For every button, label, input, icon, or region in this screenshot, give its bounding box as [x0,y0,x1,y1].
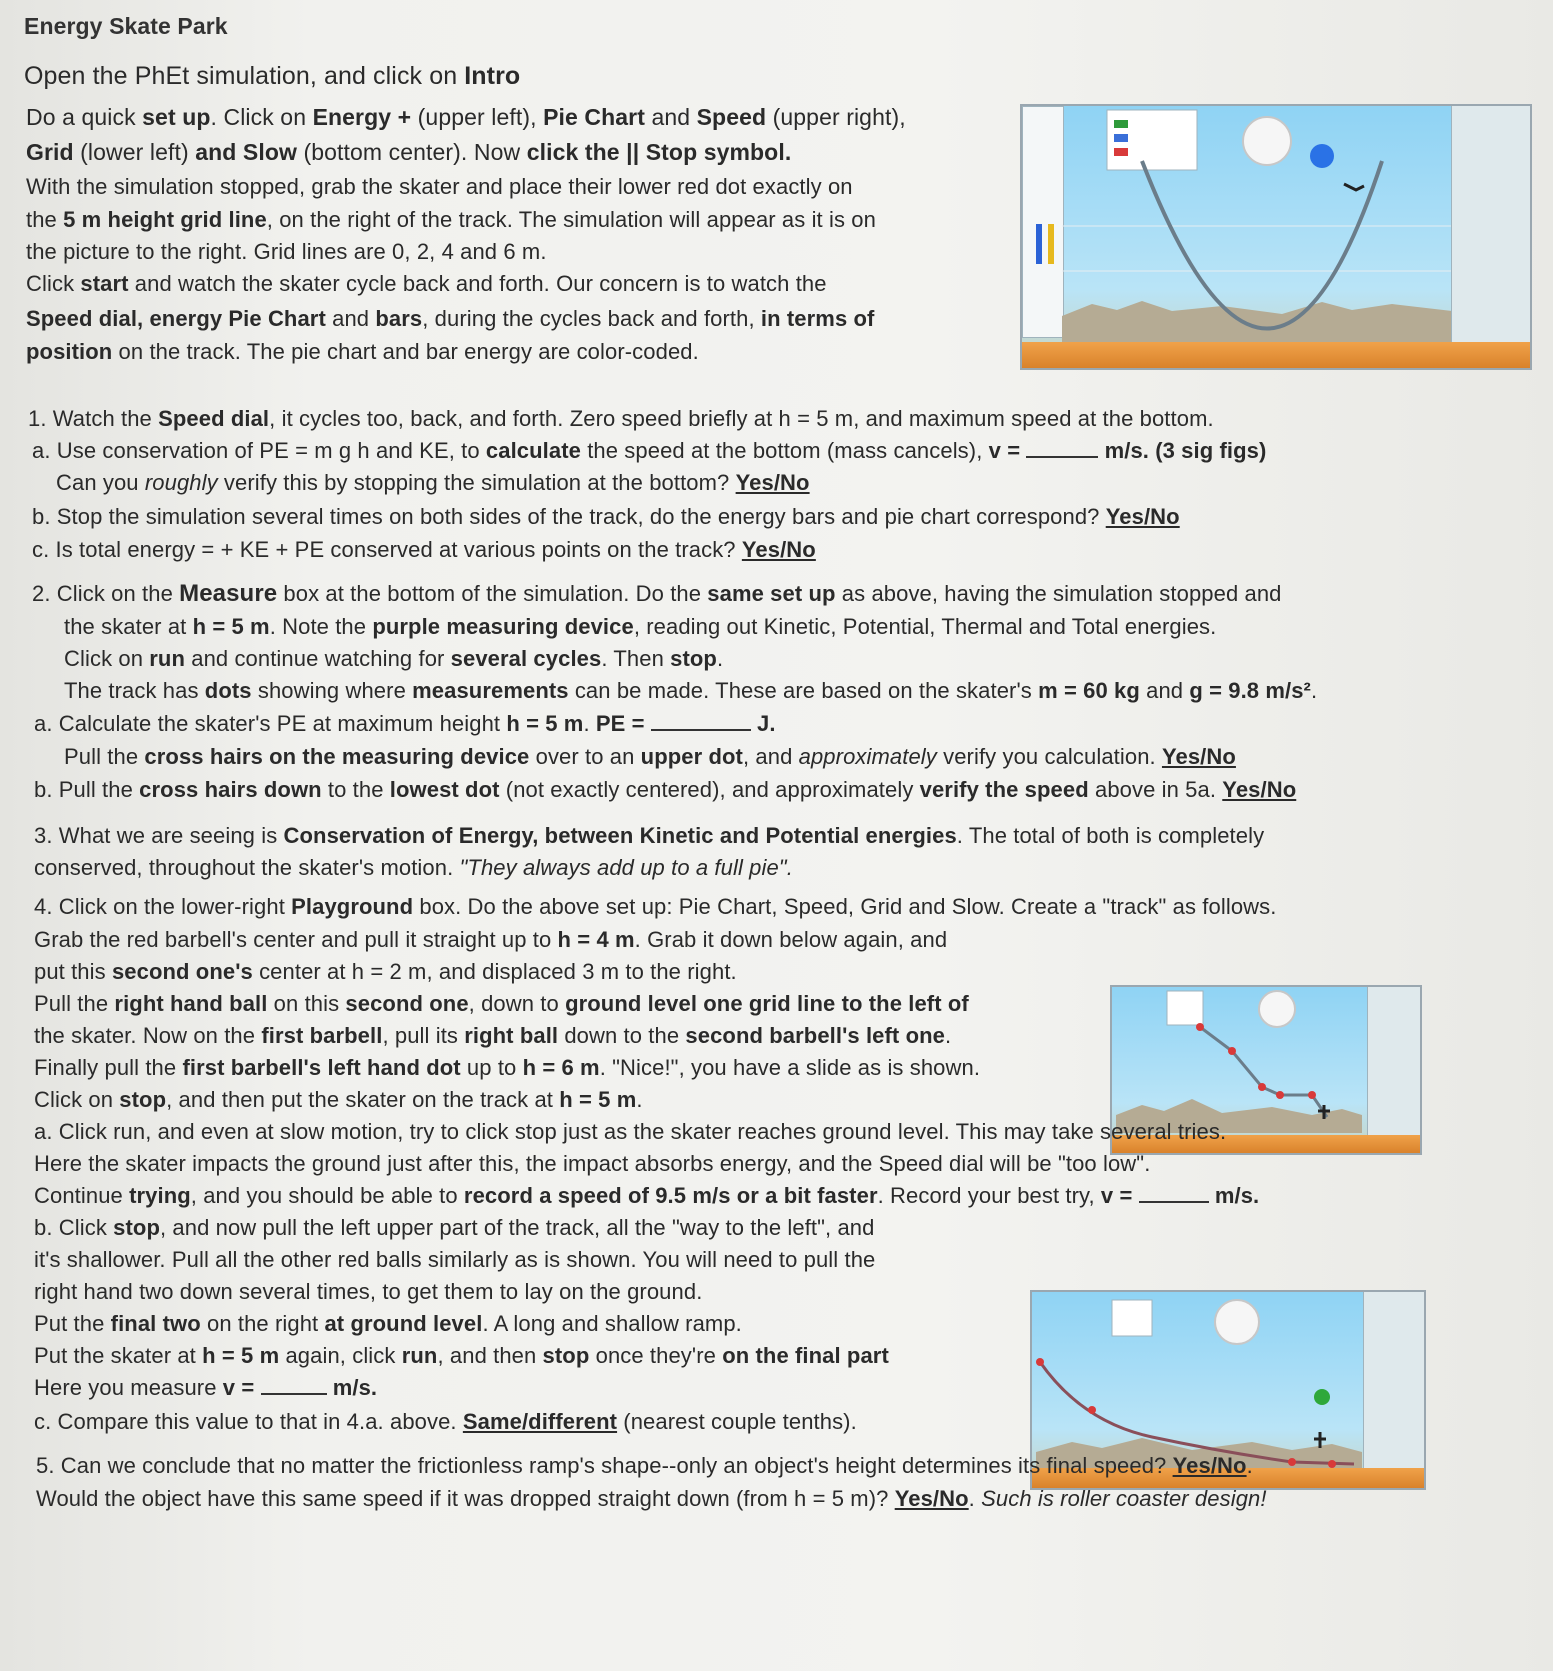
q1c-line: c. Is total energy = + KE + PE conserved at various points on the track? Yes/No [32,537,816,562]
q2a-line-2: Pull the cross hairs on the measuring device over to an upper dot, and approximately verify you calculation. Yes/No [64,744,1236,769]
q1a-line-2: Can you roughly verify this by stopping the simulation at the bottom? Yes/No [56,470,810,495]
yes-no-choice[interactable]: Yes/No [1222,777,1297,802]
q4-line-5: the skater. Now on the first barbell, pull its right ball down to the second barbell's left one. [34,1023,952,1048]
yes-no-choice[interactable]: Yes/No [1105,504,1180,529]
q2b-line: b. Pull the cross hairs down to the lowest dot (not exactly centered), and approximately verify the speed above in 5a. Yes/No [34,777,1297,802]
controls-panel [1363,1292,1424,1468]
q4-line-2: Grab the red barbell's center and pull it straight up to h = 4 m. Grab it down below again, and [34,927,948,952]
q4-line-3: put this second one's center at h = 2 m, and displaced 3 m to the right. [34,959,737,984]
intro-line-8: position on the track. The pie chart and bar energy are color-coded. [26,339,699,364]
intro-line-5: the picture to the right. Grid lines are 0, 2, 4 and 6 m. [26,239,547,264]
intro-sim-screenshot [1020,104,1532,370]
q4b-line-6: Here you measure v = m/s. [34,1375,378,1400]
q4-line-1: 4. Click on the lower-right Playground box. Do the above set up: Pie Chart, Speed, Grid and Slow. Create a "track" as follows. [34,894,1277,919]
answer-blank[interactable] [651,711,751,731]
intro-line-6: Click start and watch the skater cycle back and forth. Our concern is to watch the [26,271,827,296]
q4b-line-5: Put the skater at h = 5 m again, click run, and then stop once they're on the final part [34,1343,889,1368]
yes-no-choice[interactable]: Yes/No [894,1486,969,1511]
q2-line-4: The track has dots showing where measurements can be made. These are based on the skater's m = 60 kg and g = 9.8 m/s². [64,678,1318,703]
q4b-line-4: Put the final two on the right at ground level. A long and shallow ramp. [34,1311,742,1336]
q4b-line-1: b. Click stop, and now pull the left upper part of the track, all the "way to the left", and [34,1215,875,1240]
intro-line-2: Grid (lower left) and Slow (bottom center). Now click the || Stop symbol. [26,139,792,165]
q4-line-4: Pull the right hand ball on this second one, down to ground level one grid line to the left of [34,991,969,1016]
bottom-toolbar [1022,342,1530,368]
intro-line-1: Do a quick set up. Click on Energy + (upper left), Pie Chart and Speed (upper right), [26,104,906,130]
q3-line-2: conserved, throughout the skater's motion. "They always add up to a full pie". [34,855,793,880]
q4a-line-2: Here the skater impacts the ground just after this, the impact absorbs energy, and the Speed dial will be "too low". [34,1151,1151,1176]
q5-line-1: 5. Can we conclude that no matter the frictionless ramp's shape--only an object's height determines its final speed? Yes/No. [36,1453,1253,1478]
q4a-line-3: Continue trying, and you should be able to record a speed of 9.5 m/s or a bit faster. Record your best try, v = m/s. [34,1183,1260,1208]
q4-line-7: Click on stop, and then put the skater on the track at h = 5 m. [34,1087,643,1112]
q1b-line: b. Stop the simulation several times on both sides of the track, do the energy bars and pie chart correspond? Yes/No [32,504,1180,529]
q3-line-1: 3. What we are seeing is Conservation of Energy, between Kinetic and Potential energies. The total of both is completely [34,823,1265,848]
q4-line-6: Finally pull the first barbell's left hand dot up to h = 6 m. "Nice!", you have a slide as is shown. [34,1055,981,1080]
controls-panel [1367,987,1420,1135]
q1a-line-1: a. Use conservation of PE = m g h and KE, to calculate the speed at the bottom (mass cancels), v = m/s. (3 sig figs) [32,438,1267,463]
answer-blank[interactable] [261,1375,327,1395]
intro-line-3: With the simulation stopped, grab the skater and place their lower red dot exactly on [26,174,853,199]
page-title: Energy Skate Park [24,13,228,39]
q2-line-2: the skater at h = 5 m. Note the purple measuring device, reading out Kinetic, Potential, Thermal and Total energies. [64,614,1217,639]
q4a-line-1: a. Click run, and even at slow motion, try to click stop just as the skater reaches ground level. This may take several tries. [34,1119,1227,1144]
yes-no-choice[interactable]: Yes/No [735,470,810,495]
answer-blank[interactable] [1139,1183,1209,1203]
yes-no-choice[interactable]: Yes/No [1161,744,1236,769]
intro-line-7: Speed dial, energy Pie Chart and bars, during the cycles back and forth, in terms of [26,306,875,331]
q2a-line-1: a. Calculate the skater's PE at maximum height h = 5 m. PE = J. [34,711,776,736]
answer-blank[interactable] [1026,438,1098,458]
yes-no-choice[interactable]: Yes/No [1172,1453,1247,1478]
intro-line-4: the 5 m height grid line, on the right of the track. The simulation will appear as it is on [26,207,876,232]
same-different-choice[interactable]: Same/different [462,1409,618,1434]
q4b-line-2: it's shallower. Pull all the other red balls similarly as is shown. You will need to pull the [34,1247,876,1272]
q4c-line: c. Compare this value to that in 4.a. above. Same/different (nearest couple tenths). [34,1409,857,1434]
intro-heading: Open the PhEt simulation, and click on Intro [24,62,521,90]
q2-line-3: Click on run and continue watching for several cycles. Then stop. [64,646,724,671]
q4b-line-3: right hand two down several times, to get them to lay on the ground. [34,1279,703,1304]
q2-line-1: 2. Click on the Measure box at the bottom of the simulation. Do the same set up as above, having the simulation stopped and [32,580,1282,607]
controls-panel [1451,106,1530,342]
q1-line-1: 1. Watch the Speed dial, it cycles too, back, and forth. Zero speed briefly at h = 5 m, and maximum speed at the bottom. [28,406,1214,431]
q5-line-2: Would the object have this same speed if it was dropped straight down (from h = 5 m)? Yes/No. Such is roller coaster design! [36,1486,1267,1511]
yes-no-choice[interactable]: Yes/No [741,537,816,562]
